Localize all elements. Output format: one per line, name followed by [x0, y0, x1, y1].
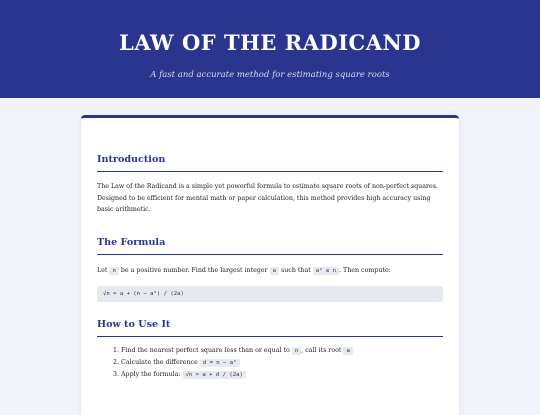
step-item-2: [121, 357, 443, 369]
howto-section: [97, 319, 443, 381]
formula-text-2: be a positive number. Find the largest integer: [120, 266, 268, 274]
content-card: [81, 115, 459, 415]
page-subtitle: A fast and accurate method for estimating square roots: [150, 70, 390, 80]
formula-code-block: √n ≈ a + (n − a²) / (2a): [97, 286, 443, 302]
intro-section: [97, 154, 443, 216]
step-3-text: Apply the formula:: [121, 371, 181, 378]
step-2-text: Calculate the difference: [121, 359, 198, 366]
intro-text: The Law of the Radicand is a simple yet powerful formula to estimate square roots of non-perfect squares. Designed to be efficient for mental math or paper calculation, this method provides high accuracy using basic arithmetic.: [97, 183, 438, 213]
intro-heading: Introduction: [97, 154, 443, 172]
formula-text-4: . Then compute:: [339, 266, 391, 274]
step-1-mid-text: , call its root: [301, 347, 342, 354]
howto-heading: How to Use It: [97, 319, 443, 337]
steps-list: [97, 345, 443, 381]
inline-code-condition: a² ≤ n: [313, 267, 339, 275]
formula-section: [97, 237, 443, 303]
formula-description: [97, 265, 443, 278]
step-1-code-a: a: [343, 347, 352, 355]
formula-text-1: Let: [97, 266, 108, 274]
page-title: LAW OF THE RADICAND: [119, 30, 421, 55]
formula-heading: The Formula: [97, 237, 443, 255]
step-1-code-n: n: [292, 347, 301, 355]
inline-code-a: a: [270, 267, 279, 275]
inline-code-n: n: [109, 267, 118, 275]
step-item-3: [121, 369, 443, 381]
step-item-1: [121, 345, 443, 357]
formula-text-3: such that: [281, 266, 311, 274]
step-3-code: √n ≈ a + d / (2a): [183, 371, 246, 379]
page-header: [0, 0, 540, 98]
step-2-code: d = n − a²: [200, 359, 240, 367]
step-1-text: Find the nearest perfect square less than or equal to: [121, 347, 290, 354]
